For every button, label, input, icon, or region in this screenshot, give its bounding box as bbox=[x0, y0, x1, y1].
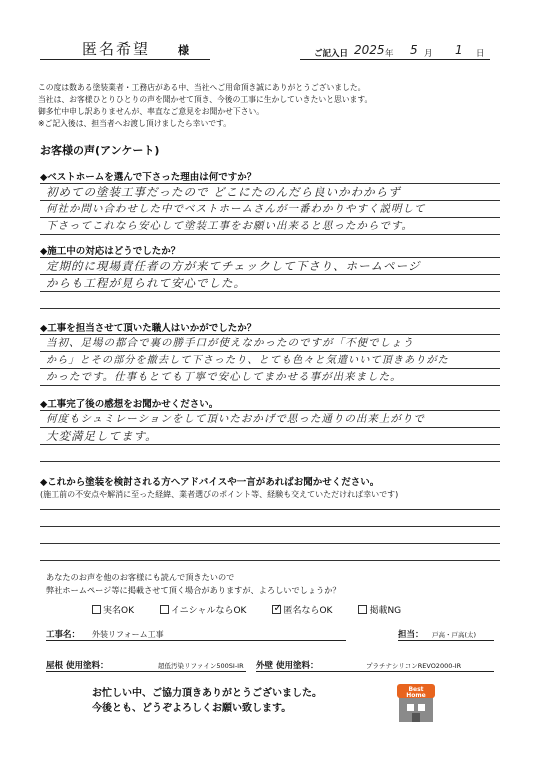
roof-label: 屋根 使用塗料： bbox=[46, 661, 109, 671]
answer-text bbox=[46, 258, 500, 292]
date-year: 2025 bbox=[354, 43, 385, 57]
intro-line: 御多忙中申し訳ありませんが、率直なご意見をお聞かせ下さい。 bbox=[38, 107, 265, 116]
checkbox[interactable] bbox=[92, 605, 101, 614]
answer-line: から」とその部分を撤去して下さったり、とても色々と気遣いいて頂きありがた bbox=[46, 355, 449, 366]
question-block bbox=[40, 396, 500, 462]
answer-line: 下さってこれなら安心して塗装工事をお願い出来ると思ったからです。 bbox=[46, 220, 414, 232]
answer-line: 何度もシュミレーションをして頂いたおかげで思った通りの出来上がりで bbox=[46, 413, 425, 425]
option-real-name[interactable] bbox=[92, 603, 134, 616]
intro-line: ※ご記入後は、担当者へお渡し頂けましたら幸いです。 bbox=[38, 119, 232, 128]
customer-name: 匿名希望 bbox=[82, 40, 151, 58]
wall-underline bbox=[256, 671, 494, 672]
question-title: ◆ベストホームを選んで下さった理由は何ですか？ bbox=[40, 172, 257, 183]
closing-line: お忙しい中、ご協力頂きありがとうございました。 bbox=[92, 688, 322, 699]
intro-text bbox=[38, 82, 372, 130]
answer-text bbox=[46, 411, 500, 445]
answer-lines bbox=[40, 183, 500, 235]
answer-line: 当初、足場の都合で裏の勝手口が使えなかったのですが「不便でしょう bbox=[46, 337, 414, 349]
answer-line: かったです。仕事もとても丁寧で安心してまかせる事が出来ました。 bbox=[46, 371, 402, 383]
closing-message bbox=[92, 686, 322, 716]
wall-label: 外壁 使用塗料： bbox=[256, 661, 319, 671]
date-field bbox=[300, 42, 490, 60]
logo-text-home: Home bbox=[406, 692, 426, 699]
answer-lines bbox=[40, 334, 500, 386]
option-label: イニシャルならOK bbox=[171, 606, 247, 616]
date-year-unit: 年 bbox=[385, 49, 394, 59]
answer-line: 大変満足してます。 bbox=[46, 429, 158, 443]
answer-line: 定期的に現場責任者の方が来てチェックして下さり、ホームページ bbox=[46, 259, 421, 273]
date-day-unit: 日 bbox=[476, 49, 485, 59]
answer-line: 初めての塗装工事だったので どこにたのんだら良いかわからず bbox=[46, 185, 401, 199]
date-day: 1 bbox=[455, 43, 463, 57]
option-initials[interactable] bbox=[160, 603, 246, 616]
work-value: 外装リフォーム工事 bbox=[92, 630, 164, 639]
answer-lines bbox=[40, 410, 500, 462]
customer-name-field bbox=[40, 38, 210, 60]
question-block bbox=[40, 474, 500, 561]
option-ng[interactable] bbox=[358, 603, 401, 616]
section-title: お客様の声(アンケート) bbox=[40, 144, 160, 157]
roof-underline bbox=[46, 671, 246, 672]
wall-value: プラチナシリコンREVO2000-IR bbox=[366, 662, 462, 670]
answer-text bbox=[46, 335, 500, 386]
date-month-unit: 月 bbox=[424, 49, 433, 59]
question-title: ◆施工中の対応はどうでしたか？ bbox=[40, 246, 181, 257]
answer-line: 何社か問い合わせした中でベストホームさんが一番わかりやすく説明して bbox=[46, 203, 426, 215]
question-title: ◆工事を担当させて頂いた職人はいかがでしたか？ bbox=[40, 323, 257, 334]
intro-line: 当社は、お客様ひとりひとりの声を聞かせて頂き、今後の工事に生かしていきたいと思います。 bbox=[38, 95, 373, 104]
checkbox[interactable] bbox=[160, 605, 169, 614]
date-month: 5 bbox=[410, 43, 418, 57]
option-label: 実名OK bbox=[103, 606, 134, 616]
question-subtitle: (施工前の不安点や解消に至った経緯、業者選びのポイント等、経験も交えていただければ幸いです) bbox=[40, 490, 399, 499]
intro-line: この度は数ある塗装業者・工務店がある中、当社へご用命頂き誠にありがとうございました。 bbox=[38, 83, 366, 92]
consent-line: あなたのお声を他のお客様にも読んで頂きたいので bbox=[46, 572, 235, 582]
question-title: ◆工事完了後の感想をお聞かせください。 bbox=[40, 399, 219, 410]
answer-text bbox=[46, 184, 500, 235]
answer-line: からも工程が見られて安心でした。 bbox=[46, 276, 246, 290]
question-block bbox=[40, 320, 500, 386]
work-underline bbox=[46, 640, 346, 641]
staff-label: 担当： bbox=[398, 630, 424, 640]
consent-options bbox=[92, 603, 401, 616]
staff-value: 戸高・戸高(太) bbox=[432, 631, 477, 639]
checkbox-checked[interactable] bbox=[272, 605, 281, 614]
option-label: 掲載NG bbox=[369, 606, 402, 616]
logo-text-best: Best bbox=[408, 686, 424, 693]
work-label: 工事名： bbox=[46, 630, 81, 640]
option-label: 匿名ならOK bbox=[283, 606, 333, 616]
best-home-logo bbox=[397, 680, 435, 724]
closing-line: 今後とも、どうぞよろしくお願い致します。 bbox=[92, 703, 292, 714]
consent-line: 弊社ホームページ等に掲載させて頂く場合がありますが、よろしいでしょうか？ bbox=[46, 585, 341, 595]
consent-text bbox=[46, 571, 341, 597]
date-label: ご記入日 bbox=[314, 49, 349, 59]
question-block bbox=[40, 169, 500, 235]
checkbox[interactable] bbox=[358, 605, 367, 614]
staff-underline bbox=[398, 640, 494, 641]
honorific: 様 bbox=[178, 44, 189, 57]
answer-lines bbox=[40, 257, 500, 309]
roof-value: 超低汚染リファイン500SI-IR bbox=[158, 662, 244, 670]
option-anonymous[interactable] bbox=[272, 603, 332, 616]
question-title: ◆これから塗装を検討される方へアドバイスや一言があればお聞かせください。 bbox=[40, 477, 380, 488]
answer-lines bbox=[40, 509, 500, 561]
question-block bbox=[40, 243, 500, 309]
